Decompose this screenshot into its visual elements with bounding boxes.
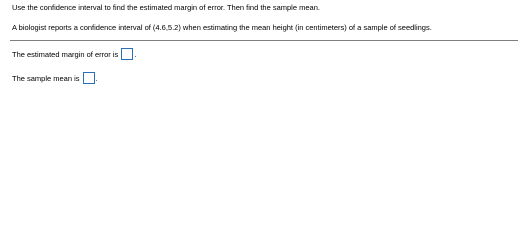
instruction-text: Use the confidence interval to find the estimated margin of error. Then find the sample mean. <box>12 3 320 12</box>
sample-mean-label: The sample mean is <box>12 73 80 83</box>
divider <box>10 40 518 41</box>
margin-of-error-row <box>12 48 136 60</box>
margin-of-error-answer-box[interactable] <box>121 48 133 60</box>
margin-of-error-period: . <box>134 49 137 59</box>
sample-mean-row <box>12 72 98 84</box>
sample-mean-answer-box[interactable] <box>83 72 95 84</box>
margin-of-error-label: The estimated margin of error is <box>12 49 119 59</box>
question-prompt: A biologist reports a confidence interval of (4.6,5.2) when estimating the mean height (in centimeters) of a sample of seedlings. <box>12 23 432 32</box>
sample-mean-period: . <box>95 73 98 83</box>
